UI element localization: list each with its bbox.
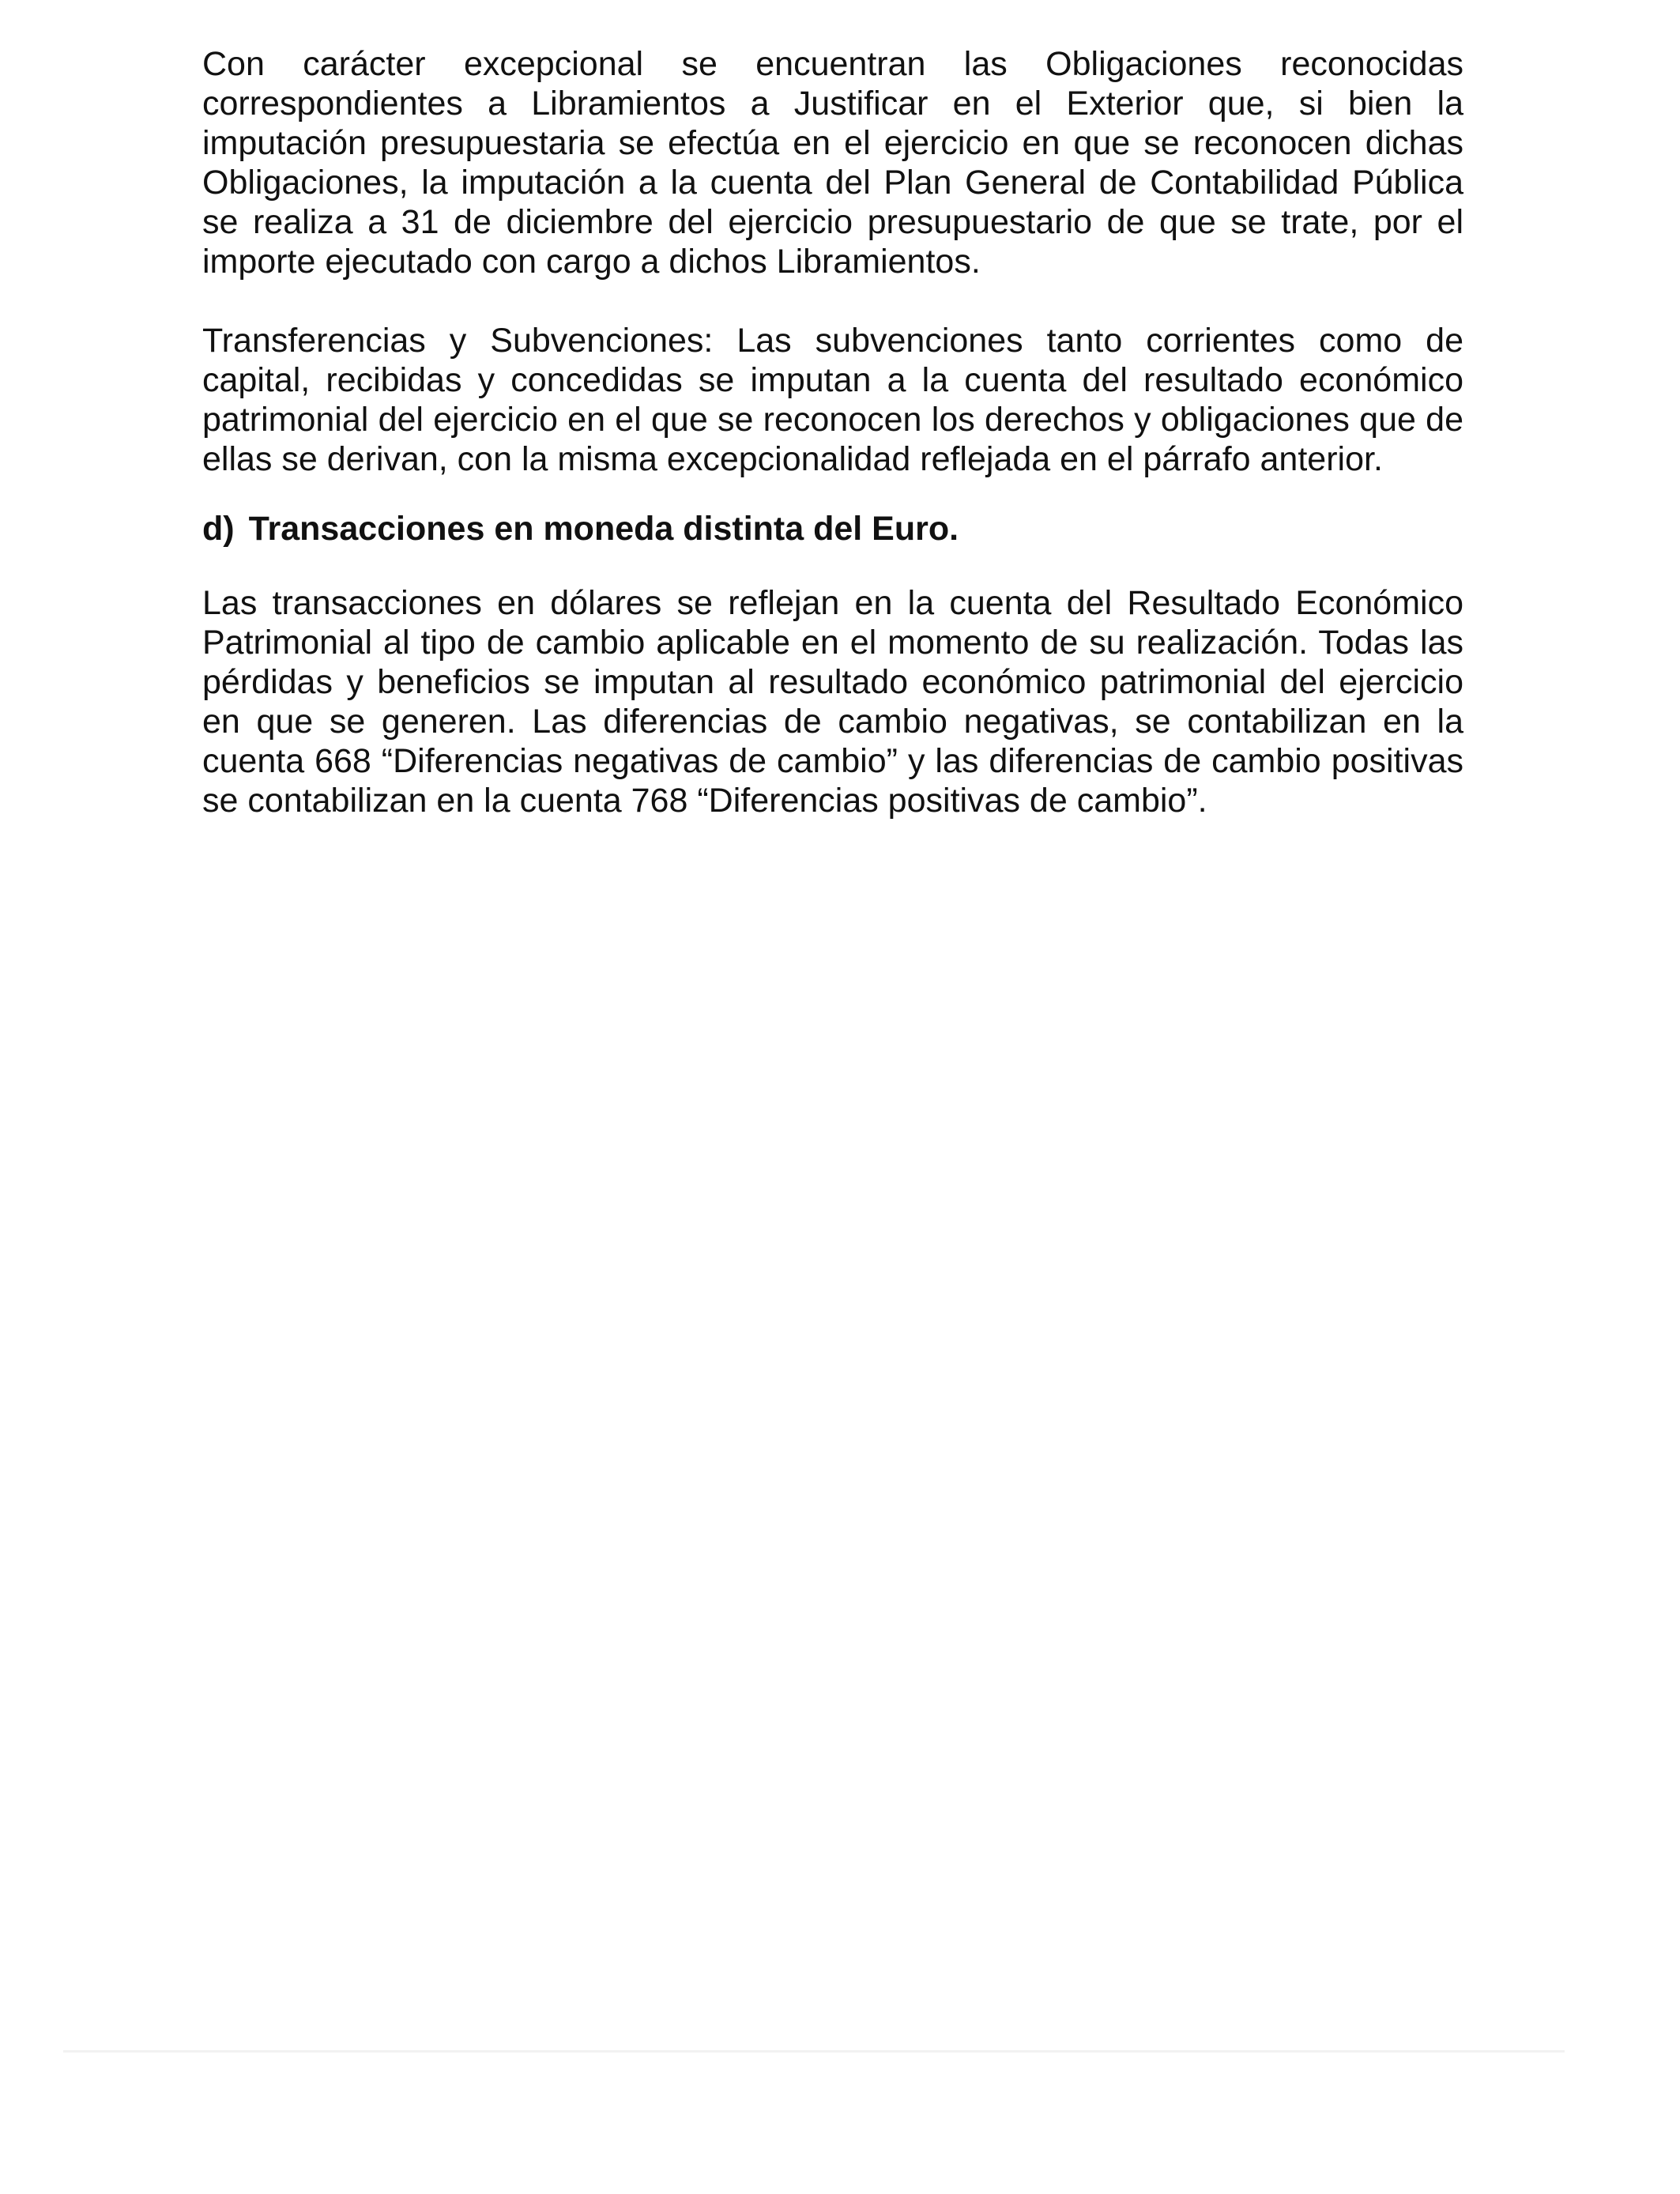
section-heading xyxy=(202,509,1463,548)
paragraph-transacciones-moneda: Las transacciones en dólares se reflejan en la cuenta del Resultado Económico Patrimonial al tipo de cambio aplicable en el momento de su realización. Todas las pérdidas y beneficios se imputan al resultado económico patrimonial del ejercicio en que se generen. Las diferencias de cambio negativas, se contabilizan en la cuenta 668 “Diferencias negativas de cambio” y las diferencias de cambio positivas se contabilizan en la cuenta 768 “Diferencias positivas de cambio”. xyxy=(202,584,1463,820)
scan-artifact-divider xyxy=(63,2050,1565,2053)
section-marker: d) xyxy=(202,510,235,548)
section-title: Transacciones en moneda distinta del Euro. xyxy=(248,510,959,548)
paragraph-obligaciones-exterior: Con carácter excepcional se encuentran las Obligaciones reconocidas correspondientes a Libramientos a Justificar en el Exterior que, si bien la imputación presupuestaria se efectúa en el ejercicio en que se reconocen dichas Obligaciones, la imputación a la cuenta del Plan General de Contabilidad Pública se realiza a 31 de diciembre del ejercicio presupuestario de que se trate, por el importe ejecutado con cargo a dichos Libramientos. xyxy=(202,45,1463,281)
document-body xyxy=(202,44,1463,820)
paragraph-transferencias-subvenciones: Transferencias y Subvenciones: Las subvenciones tanto corrientes como de capital, recibidas y concedidas se imputan a la cuenta del resultado económico patrimonial del ejercicio en el que se reconocen los derechos y obligaciones que de ellas se derivan, con la misma excepcionalidad reflejada en el párrafo anterior. xyxy=(202,322,1463,478)
